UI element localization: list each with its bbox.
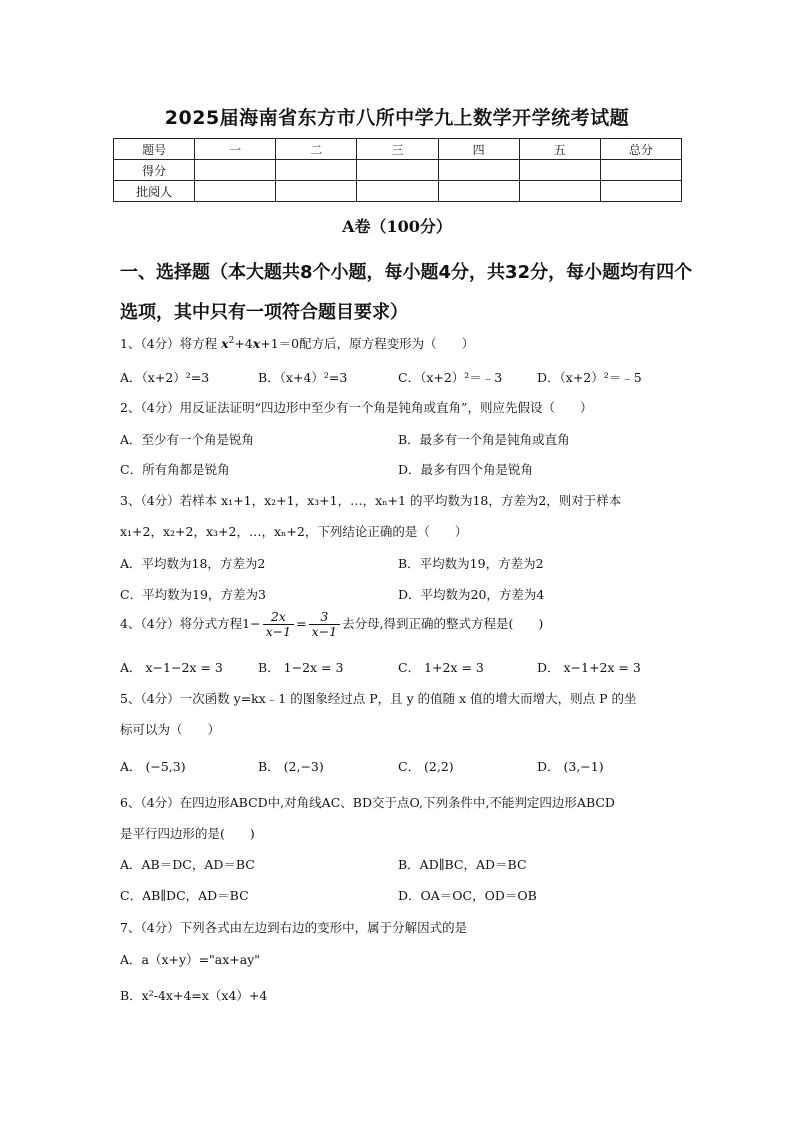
- option-b: B． 1−2x = 3: [258, 660, 344, 675]
- question-5-continued: 标可以为（ ）: [120, 722, 221, 737]
- option-a: A．a（x+y）="ax+ay": [120, 952, 261, 967]
- option-c: C． 1+2x = 3: [398, 660, 484, 675]
- exponent: 2: [228, 335, 235, 346]
- table-cell: [276, 160, 357, 181]
- option-b: B．x²-4x+4=x（x4）+4: [120, 988, 268, 1003]
- question-4: [120, 610, 543, 639]
- option-d: D．OA＝OC，OD＝OB: [398, 888, 537, 903]
- option-d: D． x−1+2x = 3: [537, 660, 641, 675]
- fraction: [263, 610, 294, 639]
- option-b: B．平均数为19，方差为2: [398, 556, 544, 571]
- table-cell: [195, 181, 276, 202]
- table-cell: [600, 181, 681, 202]
- option-c: C．AB∥DC，AD＝BC: [120, 888, 249, 903]
- question-text: 4、（4分）将分式方程1−: [120, 616, 261, 631]
- section-heading: 一、选择题（本大题共8个小题，每小题4分，共32分，每小题均有四个选项，其中只有一项符合题目要求）: [120, 262, 693, 323]
- table-cell: [519, 160, 600, 181]
- option-b: B．（x+4）²=3: [258, 370, 348, 385]
- option-c: C．所有角都是锐角: [120, 462, 230, 477]
- question-3-continued: x₁+2，x₂+2，x₃+2，…，xₙ+2，下列结论正确的是（ ）: [120, 524, 468, 539]
- question-1: [120, 334, 474, 352]
- question-text: 去分母,得到正确的整式方程是( ): [342, 616, 544, 631]
- fraction: [309, 610, 340, 639]
- table-cell: [357, 160, 438, 181]
- question-7: 7、（4分）下列各式由左边到右边的变形中，属于分解因式的是: [120, 920, 468, 935]
- question-3: 3、（4分）若样本 x₁+1，x₂+1，x₃+1，…，xₙ+1 的平均数为18，方差为2，则对于样本: [120, 493, 622, 508]
- option-b: B．AD∥BC，AD＝BC: [398, 857, 527, 872]
- equals-sign: =: [296, 616, 307, 631]
- numerator: 3: [309, 610, 340, 625]
- variable: x: [221, 336, 229, 351]
- table-cell: [195, 160, 276, 181]
- table-cell: 五: [519, 139, 600, 160]
- table-cell: [600, 160, 681, 181]
- question-6: 6、（4分）在四边形ABCD中,对角线AC、BD交于点O,下列条件中,不能判定四边形ABCD: [120, 795, 615, 810]
- option-c: C．平均数为19，方差为3: [120, 587, 266, 602]
- table-cell: 得分: [114, 160, 195, 181]
- option-a: A．平均数为18，方差为2: [120, 556, 266, 571]
- option-a: A． (−5,3): [120, 759, 186, 774]
- table-cell: 二: [276, 139, 357, 160]
- table-cell: [438, 160, 519, 181]
- option-c: C．（x+2）²＝﹣3: [398, 370, 503, 385]
- option-b: B．最多有一个角是钝角或直角: [398, 432, 570, 447]
- table-cell: 题号: [114, 139, 195, 160]
- option-a: A． x−1−2x = 3: [120, 660, 223, 675]
- option-b: B． (2,−3): [258, 759, 324, 774]
- denominator: x−1: [265, 624, 292, 639]
- option-a: A．至少有一个角是锐角: [120, 432, 255, 447]
- volume-title: A卷（100分）: [342, 217, 452, 236]
- question-5: 5、（4分）一次函数 y=kx﹣1 的图象经过点 P，且 y 的值随 x 值的增大而增大，则点 P 的坐: [120, 691, 637, 706]
- option-d: D．最多有四个角是锐角: [398, 462, 534, 477]
- table-cell: 一: [195, 139, 276, 160]
- question-text: +4: [234, 336, 253, 351]
- table-cell: 批阅人: [114, 181, 195, 202]
- option-d: D． (3,−1): [537, 759, 604, 774]
- option-c: C． (2,2): [398, 759, 454, 774]
- question-text: +1＝0配方后，原方程变形为（ ）: [260, 336, 475, 351]
- option-d: D．（x+2）²＝﹣5: [537, 370, 642, 385]
- table-cell: [438, 181, 519, 202]
- exam-title: 2025届海南省东方市八所中学九上数学开学统考试题: [164, 107, 630, 129]
- table-cell: [519, 181, 600, 202]
- variable: x: [252, 336, 261, 351]
- question-text: 1、（4分）将方程: [120, 336, 222, 351]
- table-cell: 三: [357, 139, 438, 160]
- option-a: A．AB＝DC，AD＝BC: [120, 857, 255, 872]
- table-cell: [276, 181, 357, 202]
- score-table-row: [114, 160, 682, 181]
- table-cell: 四: [438, 139, 519, 160]
- option-a: A．（x+2）²=3: [120, 370, 210, 385]
- option-d: D．平均数为20，方差为4: [398, 587, 545, 602]
- question-6-continued: 是平行四边形的是( ): [120, 826, 255, 841]
- score-table-row: [114, 181, 682, 202]
- numerator: 2x: [263, 610, 294, 625]
- table-cell: [357, 181, 438, 202]
- score-table: [113, 138, 682, 202]
- score-table-header-row: [114, 139, 682, 160]
- question-2: 2、（4分）用反证法证明“四边形中至少有一个角是钝角或直角”，则应先假设（ ）: [120, 400, 593, 415]
- denominator: x−1: [311, 624, 338, 639]
- table-cell: 总分: [600, 139, 681, 160]
